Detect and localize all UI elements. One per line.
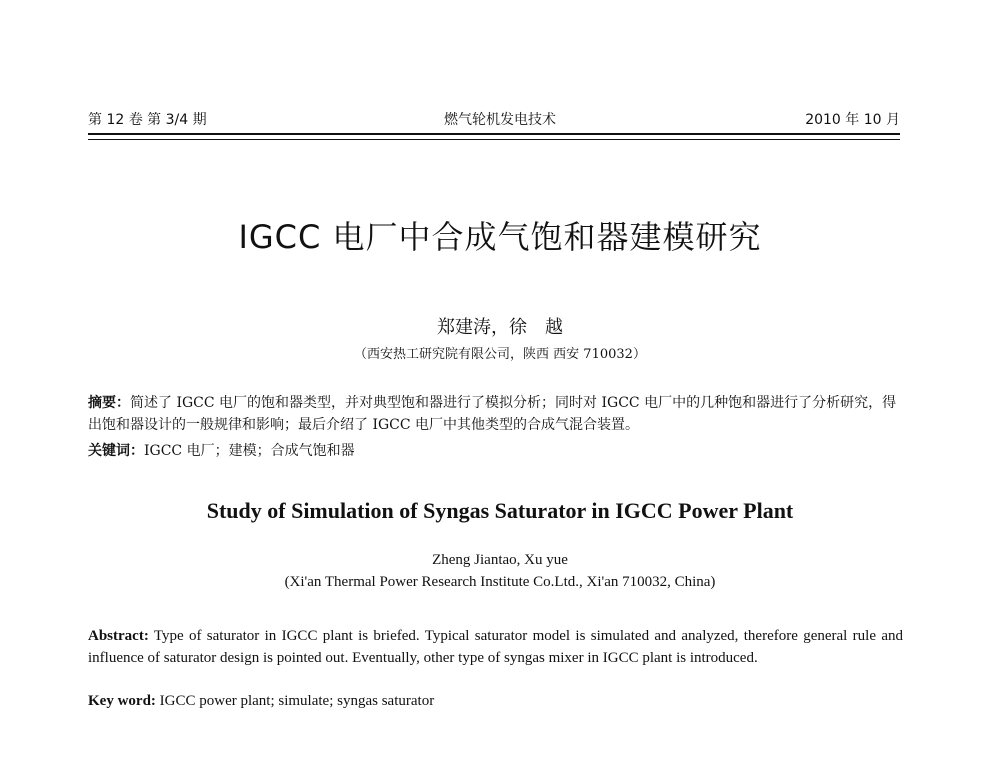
chinese-abstract-text: 简述了 IGCC 电厂的饱和器类型，并对典型饱和器进行了模拟分析；同时对 IGCC 电厂中的几种饱和器进行了分析研究，得出饱和器设计的一般规律和影响；最后介绍了 IGCC 电厂中其他类型的合成气混合装置。: [88, 395, 897, 433]
english-authors: Zheng Jiantao, Xu yue: [432, 552, 568, 568]
english-abstract-label: Abstract:: [88, 628, 149, 644]
chinese-abstract: [88, 392, 903, 436]
english-title: Study of Simulation of Syngas Saturator in IGCC Power Plant: [206, 498, 794, 523]
journal-volume-issue: 第 12 卷 第 3/4 期: [88, 112, 207, 128]
chinese-authors: 郑建涛，徐 越: [437, 317, 563, 338]
chinese-keywords: [88, 441, 903, 461]
header-rule-thin: [88, 139, 900, 140]
journal-date: 2010 年 10 月: [805, 112, 900, 128]
chinese-abstract-label: 摘要：: [88, 395, 130, 411]
journal-name: 燃气轮机发电技术: [444, 112, 556, 128]
english-abstract-text: Type of saturator in IGCC plant is briefed. Typical saturator model is simulated and analyzed, therefore general rule and influence of saturator design is pointed out. Eventually, other type of syngas mixer in IGCC plant is introduced.: [88, 628, 903, 666]
chinese-affiliation: （西安热工研究院有限公司，陕西 西安 710032）: [354, 347, 646, 362]
english-keywords-label: Key word:: [88, 693, 156, 709]
english-keywords: [88, 693, 903, 710]
chinese-title: IGCC 电厂中合成气饱和器建模研究: [238, 218, 762, 256]
english-keywords-text: IGCC power plant; simulate; syngas saturator: [155, 693, 435, 709]
chinese-keywords-label: 关键词：: [88, 443, 144, 459]
chinese-keywords-text: IGCC 电厂；建模；合成气饱和器: [144, 443, 355, 459]
english-affiliation: (Xi'an Thermal Power Research Institute Co.Ltd., Xi'an 710032, China): [284, 574, 716, 590]
english-abstract: [88, 625, 903, 669]
header-rule-thick: [88, 133, 900, 135]
